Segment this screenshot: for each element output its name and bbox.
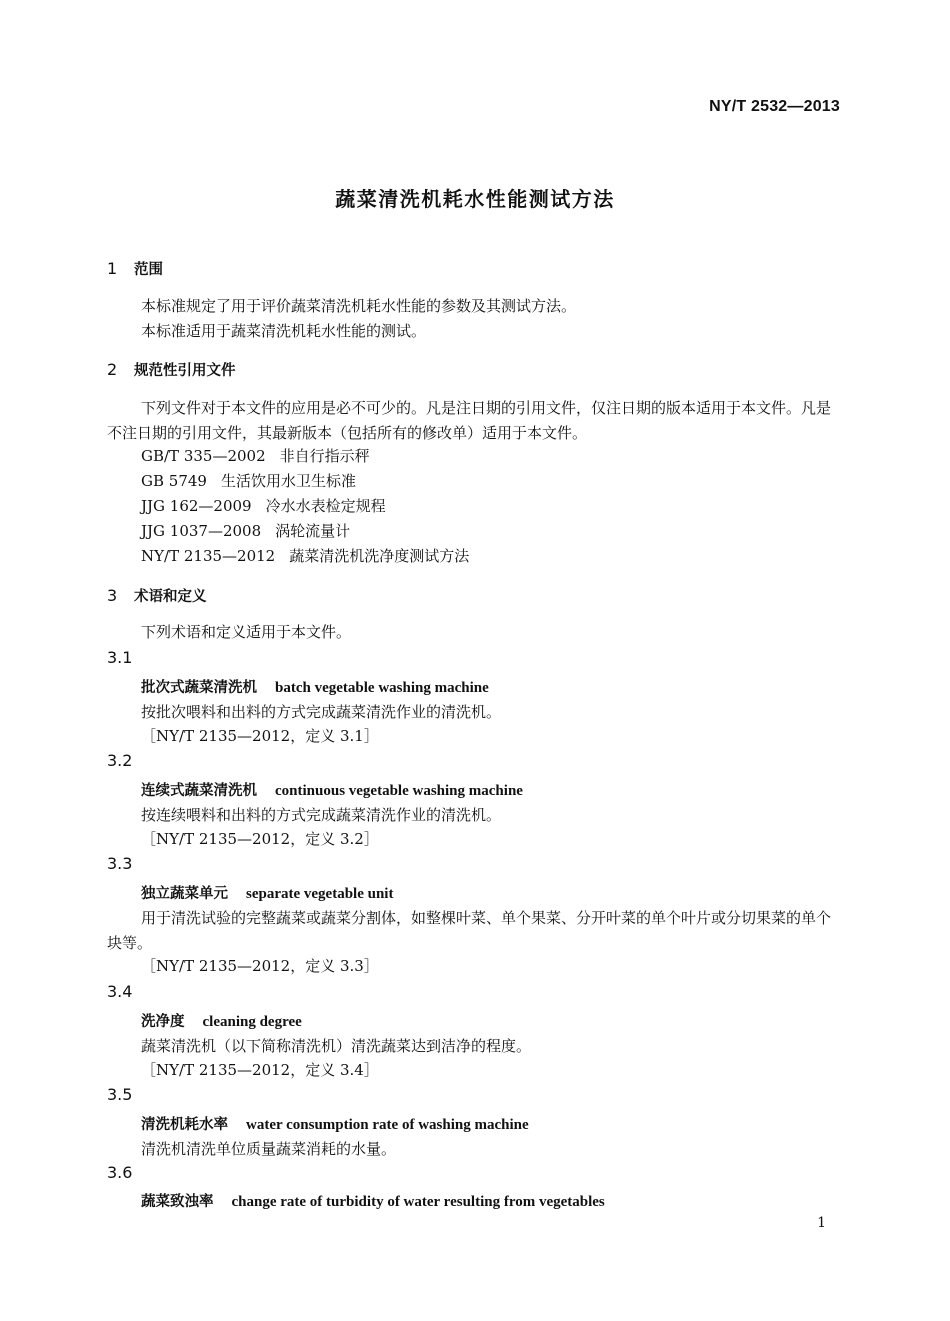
term-source: ［NY/T 2135—2012，定义 3.2］ bbox=[141, 830, 379, 848]
section-title: 术语和定义 bbox=[134, 589, 207, 605]
term-title bbox=[141, 882, 393, 903]
term-number: 3.5 bbox=[107, 1085, 133, 1104]
section-title: 范围 bbox=[134, 262, 163, 278]
term-en: separate vegetable unit bbox=[246, 886, 394, 902]
section-number: 3 bbox=[107, 586, 118, 605]
reference-code: GB 5749 bbox=[141, 472, 207, 490]
term-en: change rate of turbidity of water resulting from vegetables bbox=[231, 1194, 605, 1210]
term-title bbox=[141, 676, 489, 697]
term-title bbox=[141, 1113, 529, 1134]
term-title bbox=[141, 1190, 605, 1211]
term-number: 3.6 bbox=[107, 1163, 133, 1182]
reference-code: GB/T 335—2002 bbox=[141, 447, 266, 465]
section-1-heading bbox=[107, 258, 163, 279]
term-en: continuous vegetable washing machine bbox=[275, 783, 523, 799]
reference-item bbox=[141, 495, 386, 516]
paragraph: 下列术语和定义适用于本文件。 bbox=[141, 623, 352, 641]
term-definition: 用于清洗试验的完整蔬菜或蔬菜分割体，如整棵叶菜、单个果菜、分开叶菜的单个叶片或分切果菜的单个块等。 bbox=[107, 909, 832, 952]
term-number: 3.2 bbox=[107, 751, 133, 770]
reference-title: 涡轮流量计 bbox=[275, 522, 351, 540]
term-zh: 独立蔬菜单元 bbox=[141, 885, 228, 902]
document-title: 蔬菜清洗机耗水性能测试方法 bbox=[335, 187, 615, 211]
term-definition: 按批次喂料和出料的方式完成蔬菜清洗作业的清洗机。 bbox=[141, 703, 502, 721]
section-3-heading bbox=[107, 585, 207, 606]
term-number: 3.3 bbox=[107, 854, 133, 873]
reference-title: 非自行指示秤 bbox=[279, 447, 370, 465]
section-number: 1 bbox=[107, 259, 118, 278]
reference-item bbox=[141, 520, 350, 541]
term-source: ［NY/T 2135—2012，定义 3.4］ bbox=[141, 1061, 379, 1079]
page-number: 1 bbox=[817, 1215, 826, 1231]
reference-code: JJG 162—2009 bbox=[141, 497, 252, 515]
reference-item bbox=[141, 545, 469, 566]
term-zh: 蔬菜致浊率 bbox=[141, 1193, 214, 1210]
reference-code: JJG 1037—2008 bbox=[141, 522, 262, 540]
term-en: cleaning degree bbox=[202, 1014, 302, 1030]
term-title bbox=[141, 1010, 302, 1031]
term-source: ［NY/T 2135—2012，定义 3.3］ bbox=[141, 957, 379, 975]
term-zh: 连续式蔬菜清洗机 bbox=[141, 782, 257, 799]
term-number: 3.1 bbox=[107, 648, 133, 667]
term-zh: 批次式蔬菜清洗机 bbox=[141, 679, 257, 696]
term-zh: 洗净度 bbox=[141, 1013, 185, 1030]
section-title: 规范性引用文件 bbox=[134, 363, 236, 379]
term-definition: 清洗机清洗单位质量蔬菜消耗的水量。 bbox=[141, 1140, 397, 1158]
section-number: 2 bbox=[107, 360, 118, 379]
paragraph: 下列文件对于本文件的应用是必不可少的。凡是注日期的引用文件，仅注日期的版本适用于本文件。凡是不注日期的引用文件，其最新版本（包括所有的修改单）适用于本文件。 bbox=[107, 399, 832, 442]
term-number: 3.4 bbox=[107, 982, 133, 1001]
standard-number: NY/T 2532—2013 bbox=[709, 98, 840, 115]
term-title bbox=[141, 779, 523, 800]
paragraph: 本标准适用于蔬菜清洗机耗水性能的测试。 bbox=[141, 322, 427, 340]
term-en: water consumption rate of washing machine bbox=[246, 1117, 529, 1133]
reference-code: NY/T 2135—2012 bbox=[141, 547, 276, 565]
reference-title: 蔬菜清洗机洗净度测试方法 bbox=[289, 547, 470, 565]
section-2-heading bbox=[107, 359, 236, 380]
term-source: ［NY/T 2135—2012，定义 3.1］ bbox=[141, 727, 379, 745]
reference-item bbox=[141, 470, 356, 491]
term-definition: 蔬菜清洗机（以下简称清洗机）清洗蔬菜达到洁净的程度。 bbox=[141, 1037, 532, 1055]
paragraph: 本标准规定了用于评价蔬菜清洗机耗水性能的参数及其测试方法。 bbox=[141, 297, 577, 315]
term-en: batch vegetable washing machine bbox=[275, 680, 489, 696]
term-definition: 按连续喂料和出料的方式完成蔬菜清洗作业的清洗机。 bbox=[141, 806, 502, 824]
reference-title: 生活饮用水卫生标准 bbox=[220, 472, 356, 490]
reference-item bbox=[141, 445, 370, 466]
term-zh: 清洗机耗水率 bbox=[141, 1116, 228, 1133]
reference-title: 冷水水表检定规程 bbox=[265, 497, 386, 515]
